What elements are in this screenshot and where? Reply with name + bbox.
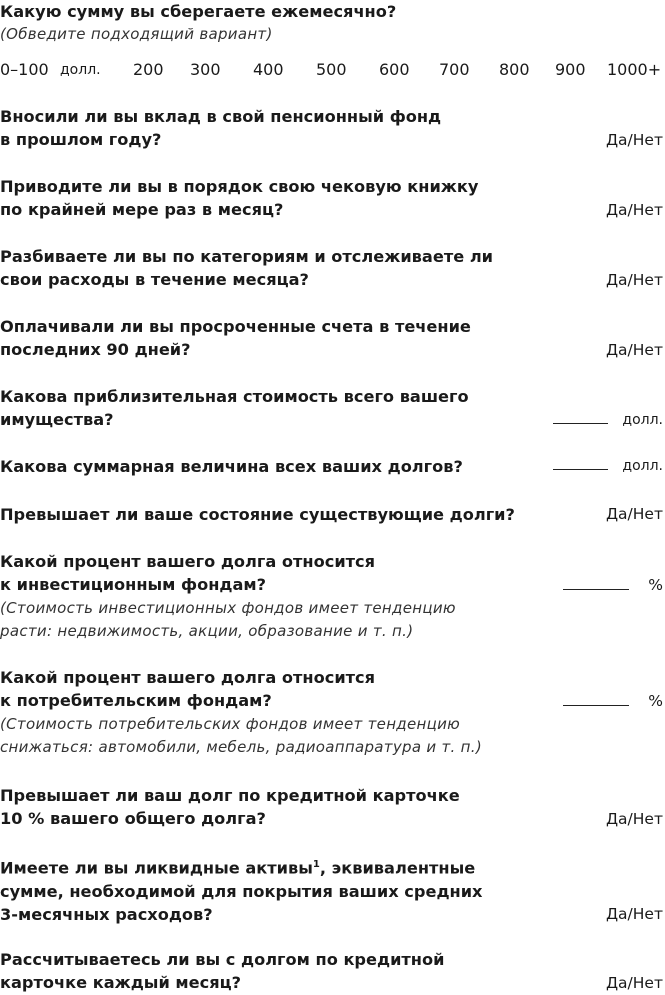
question-text: карточке каждый месяц? <box>0 973 242 993</box>
question-pay-card-monthly <box>0 948 665 995</box>
percent-sign: % <box>648 691 663 710</box>
question-consumer-debt <box>0 666 665 760</box>
question-total-debt <box>0 455 665 478</box>
question-text: Какую сумму вы сберегаете ежемесячно? <box>0 2 397 21</box>
question-investment-debt <box>0 550 665 644</box>
question-text-part: , эквивалентные <box>319 858 476 878</box>
question-note: (Стоимость потребительских фондов имеет тенденцию <box>0 714 461 733</box>
currency-label: долл. <box>622 458 663 475</box>
question-text: Вносили ли вы вклад в свой пенсионный фонд <box>0 107 442 126</box>
question-text: Какова суммарная величина всех ваших долгов? <box>0 457 463 476</box>
question-credit-card-debt <box>0 784 665 831</box>
percent-sign: % <box>648 575 663 594</box>
yes-no-answer[interactable]: Да/Нет <box>605 270 663 289</box>
question-monthly-savings <box>0 0 665 79</box>
yes-no-answer[interactable]: Да/Нет <box>605 340 663 359</box>
question-overdue-bills <box>0 315 665 362</box>
question-text: Приводите ли вы в порядок свою чековую книжку <box>0 177 479 196</box>
yes-no-answer[interactable]: Да/Нет <box>605 905 663 924</box>
option-800[interactable]: 800 <box>499 60 530 79</box>
percent-blank[interactable] <box>563 691 629 706</box>
question-text: по крайней мере раз в месяц? <box>0 200 284 220</box>
question-note: (Обведите подходящий вариант) <box>0 25 273 44</box>
question-text: 10 % вашего общего долга? <box>0 809 266 829</box>
option-300[interactable]: 300 <box>190 60 221 79</box>
question-text: Рассчитываетесь ли вы с долгом по кредитной <box>0 950 445 969</box>
question-text: Оплачивали ли вы просроченные счета в течение <box>0 317 471 336</box>
question-note: снижаться: автомобили, мебель, радиоаппаратура и т. п.) <box>0 738 483 757</box>
question-text: сумме, необходимой для покрытия ваших средних <box>0 881 483 901</box>
question-text: к потребительским фондам? <box>0 691 272 711</box>
question-text: 3-месячных расходов? <box>0 904 213 924</box>
yes-no-answer[interactable]: Да/Нет <box>605 809 663 828</box>
currency-label: долл. <box>60 62 101 78</box>
option-600[interactable]: 600 <box>379 60 410 79</box>
question-note: расти: недвижимость, акции, образование и т. п.) <box>0 622 414 641</box>
option-200[interactable]: 200 <box>133 60 164 79</box>
percent-blank[interactable] <box>563 575 629 590</box>
question-text: свои расходы в течение месяца? <box>0 270 309 290</box>
question-text: последних 90 дней? <box>0 340 191 360</box>
question-text: Превышает ли ваше состояние существующие долги? <box>0 505 515 524</box>
footnote-marker: 1 <box>312 859 320 870</box>
question-text: Превышает ли ваш долг по кредитной карточке <box>0 786 460 805</box>
option-400[interactable]: 400 <box>253 60 284 79</box>
question-expenses <box>0 245 665 292</box>
question-text-part: Имеете ли вы ликвидные активы <box>0 858 313 878</box>
question-text: Какой процент вашего долга относится <box>0 668 376 687</box>
question-pension <box>0 105 665 152</box>
question-assets-exceed-debt <box>0 503 665 526</box>
question-text: Какова приблизительная стоимость всего вашего <box>0 387 469 406</box>
yes-no-answer[interactable]: Да/Нет <box>605 505 663 524</box>
yes-no-answer[interactable]: Да/Нет <box>605 200 663 219</box>
amount-blank[interactable] <box>553 455 608 470</box>
option-1000-plus[interactable]: 1000+ <box>607 60 662 79</box>
option-900[interactable]: 900 <box>555 60 586 79</box>
question-property-value <box>0 385 665 432</box>
question-text: в прошлом году? <box>0 130 162 150</box>
option-500[interactable]: 500 <box>316 60 347 79</box>
question-text <box>0 853 665 880</box>
yes-no-answer[interactable]: Да/Нет <box>605 130 663 149</box>
question-text: к инвестиционным фондам? <box>0 575 267 595</box>
yes-no-answer[interactable]: Да/Нет <box>605 973 663 992</box>
question-text: Разбиваете ли вы по категориям и отслеживаете ли <box>0 247 494 266</box>
question-text: Какой процент вашего долга относится <box>0 552 376 571</box>
question-note: (Стоимость инвестиционных фондов имеет тенденцию <box>0 598 456 617</box>
option-0-100[interactable]: 0–100 <box>0 60 49 79</box>
amount-blank[interactable] <box>553 409 608 424</box>
currency-label: долл. <box>622 411 663 428</box>
question-liquid-assets <box>0 853 665 926</box>
question-text: имущества? <box>0 410 114 430</box>
option-700[interactable]: 700 <box>439 60 470 79</box>
question-checkbook <box>0 175 665 222</box>
